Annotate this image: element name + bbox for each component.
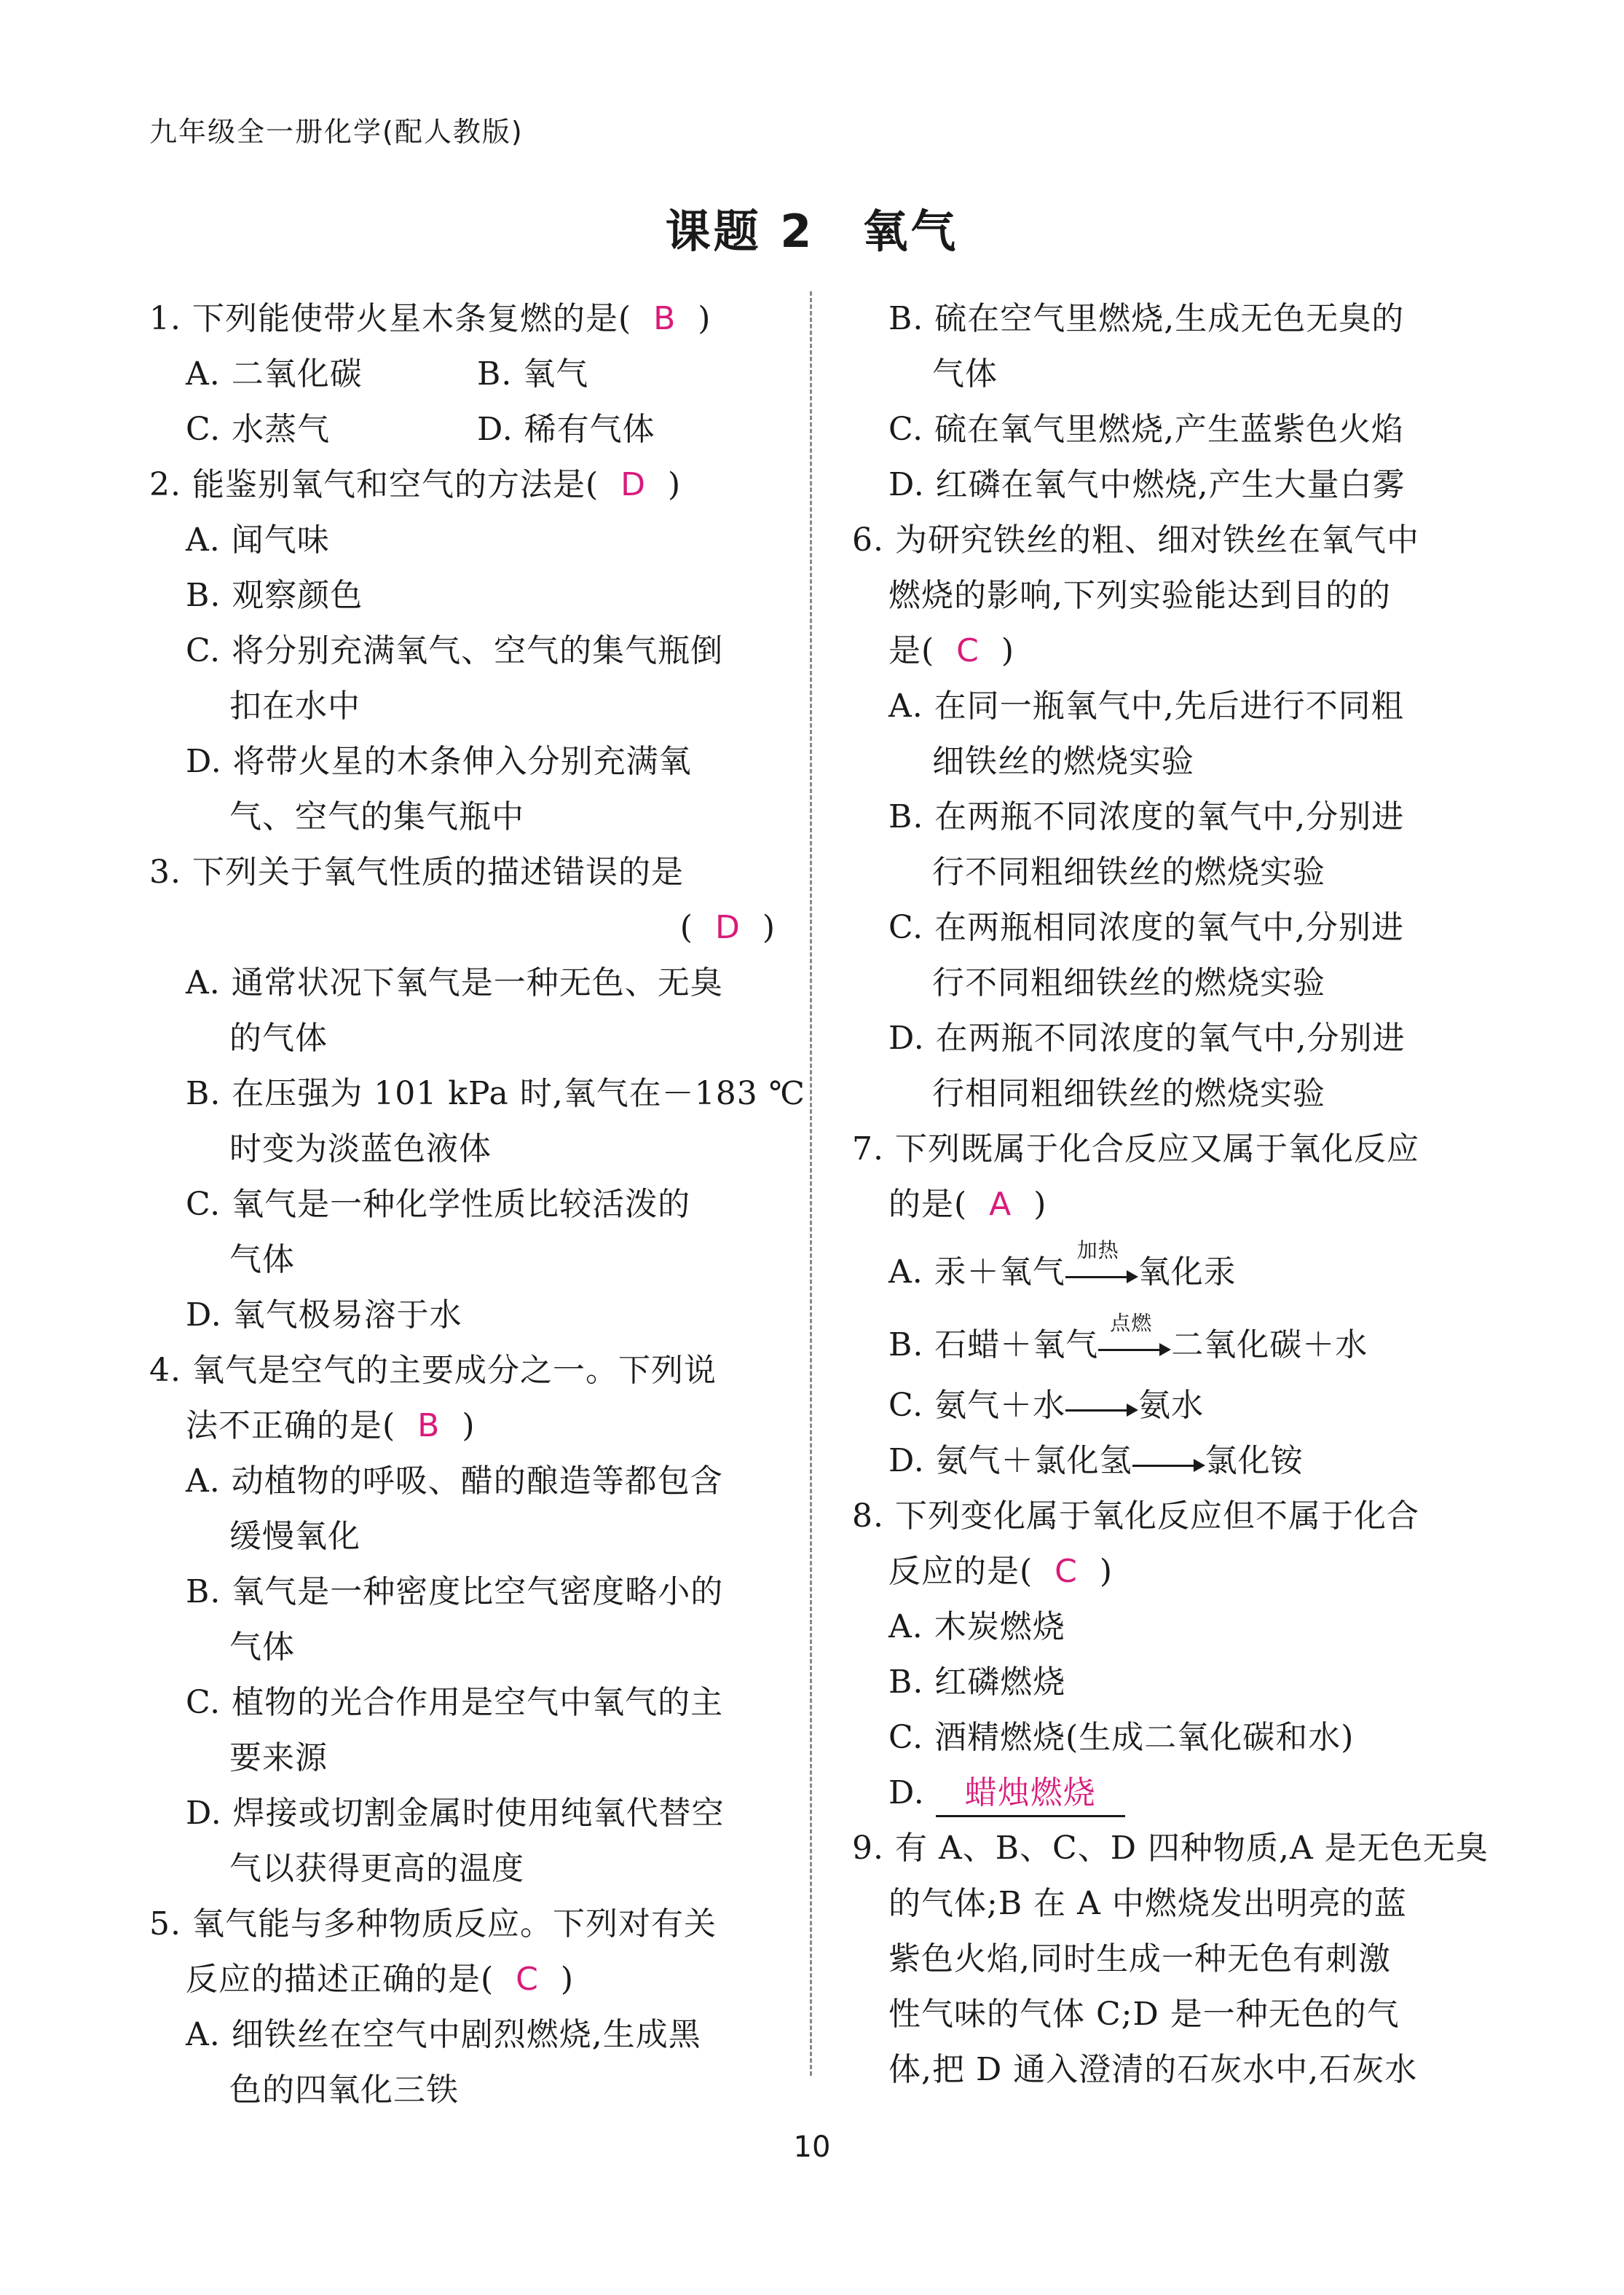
question-4-answer: B xyxy=(417,1407,441,1444)
option-d: D. 焊接或切割金属时使用纯氧代替空 xyxy=(186,1795,725,1832)
lesson-title: 课题 2 氧气 xyxy=(665,205,959,258)
option-c: C. 水蒸气 xyxy=(186,411,331,448)
option-a: A. 通常状况下氧气是一种无色、无臭 xyxy=(186,964,723,1001)
question-6-stem-end: 是( C ) xyxy=(888,632,1015,669)
option-a-cont: 色的四氧化三铁 xyxy=(229,2071,459,2109)
question-6-answer: C xyxy=(956,632,979,669)
option-b-cont: 气体 xyxy=(932,355,998,393)
option-b-cont: 气体 xyxy=(229,1629,295,1666)
option-a: A. 动植物的呼吸、醋的酿造等都包含 xyxy=(186,1463,723,1500)
option-d-cont: 行相同粗细铁丝的燃烧实验 xyxy=(932,1075,1325,1112)
option-b: B. 红磷燃烧 xyxy=(888,1664,1066,1701)
option-a: A. 细铁丝在空气中剧烈燃烧,生成黑 xyxy=(186,2016,701,2053)
reaction-arrow-icon: 加热 xyxy=(1065,1260,1138,1289)
option-b: B. 硫在空气里燃烧,生成无色无臭的 xyxy=(888,300,1405,337)
question-7-stem-cont: 的是( A ) xyxy=(888,1186,1047,1223)
option-d: D. 氧气极易溶于水 xyxy=(186,1296,462,1334)
reaction-arrow-icon xyxy=(1132,1449,1205,1478)
question-7-answer: A xyxy=(989,1186,1012,1223)
question-8-stem: 8. 下列变化属于氧化反应但不属于化合 xyxy=(852,1497,1419,1535)
option-d-cont: 气、空气的集气瓶中 xyxy=(229,798,524,835)
question-9-line-2: 的气体;B 在 A 中燃烧发出明亮的蓝 xyxy=(888,1885,1407,1922)
option-a-cont: 缓慢氧化 xyxy=(229,1518,360,1555)
book-header: 九年级全一册化学(配人教版) xyxy=(149,116,524,148)
option-b-reaction: B. 石蜡＋氧气 点燃 二氧化碳＋水 xyxy=(888,1310,1368,1363)
question-6-stem: 6. 为研究铁丝的粗、细对铁丝在氧气中 xyxy=(852,521,1419,559)
option-a-cont: 的气体 xyxy=(229,1020,328,1057)
question-1-stem: 1. 下列能使带火星木条复燃的是( B ) xyxy=(149,300,712,337)
question-9-line-5: 体,把 D 通入澄清的石灰水中,石灰水 xyxy=(888,2051,1418,2088)
option-d: D. 将带火星的木条伸入分别充满氧 xyxy=(186,743,692,780)
option-c: C. 在两瓶相同浓度的氧气中,分别进 xyxy=(888,909,1405,946)
question-4-stem: 4. 氧气是空气的主要成分之一。下列说 xyxy=(149,1352,717,1389)
question-9-line-1: 9. 有 A、B、C、D 四种物质,A 是无色无臭 xyxy=(852,1830,1489,1867)
option-c: C. 将分别充满氧气、空气的集气瓶倒 xyxy=(186,632,724,669)
option-c-cont: 要来源 xyxy=(229,1739,328,1776)
option-c: C. 酒精燃烧(生成二氧化碳和水) xyxy=(888,1719,1355,1756)
option-c-cont: 扣在水中 xyxy=(229,688,360,725)
left-column xyxy=(149,291,805,2118)
option-a-cont: 细铁丝的燃烧实验 xyxy=(932,743,1194,780)
option-b-cont: 时变为淡蓝色液体 xyxy=(229,1130,492,1168)
question-1-options-cd xyxy=(149,402,783,457)
column-divider xyxy=(810,291,812,2076)
option-c: C. 硫在氧气里燃烧,产生蓝紫色火焰 xyxy=(888,411,1405,448)
question-1-answer: B xyxy=(653,300,677,337)
option-c-cont: 行不同粗细铁丝的燃烧实验 xyxy=(932,964,1325,1001)
option-b-cont: 行不同粗细铁丝的燃烧实验 xyxy=(932,854,1325,891)
option-d: D. 稀有气体 xyxy=(477,411,655,448)
question-3-answer: D xyxy=(714,909,741,946)
question-5-stem: 5. 氧气能与多种物质反应。下列对有关 xyxy=(149,1905,717,1942)
question-2-answer: D xyxy=(620,466,647,503)
question-3-stem: 3. 下列关于氧气性质的描述错误的是 xyxy=(149,854,684,891)
option-d: D. 蜡烛燃烧 xyxy=(852,1765,1486,1821)
option-b: B. 氧气 xyxy=(477,355,589,393)
option-b: B. 观察颜色 xyxy=(186,577,363,614)
option-d-cont: 气以获得更高的温度 xyxy=(229,1850,524,1887)
question-9-line-4: 性气味的气体 C;D 是一种无色的气 xyxy=(888,1996,1400,2033)
option-d: D. 在两瓶不同浓度的氧气中,分别进 xyxy=(888,1020,1406,1057)
reaction-arrow-icon: 点燃 xyxy=(1098,1333,1171,1362)
option-c: C. 氧气是一种化学性质比较活泼的 xyxy=(186,1186,691,1223)
question-5-answer: C xyxy=(516,1961,539,1998)
question-2-stem: 2. 能鉴别氧气和空气的方法是( D ) xyxy=(149,466,682,503)
option-c-reaction: C. 氨气＋水 氨水 xyxy=(888,1387,1205,1424)
question-6-stem-cont: 燃烧的影响,下列实验能达到目的的 xyxy=(888,577,1391,614)
option-a: A. 二氧化碳 xyxy=(186,355,363,393)
option-b: B. 氧气是一种密度比空气密度略小的 xyxy=(186,1573,724,1610)
option-a: A. 闻气味 xyxy=(186,521,330,559)
question-3-answer-line: ( D ) xyxy=(679,909,776,946)
option-b: B. 在两瓶不同浓度的氧气中,分别进 xyxy=(888,798,1405,835)
question-1-options-ab xyxy=(149,347,783,402)
page-number: 10 xyxy=(793,2130,831,2164)
question-8-stem-cont: 反应的是( C ) xyxy=(888,1553,1113,1590)
option-a: A. 在同一瓶氧气中,先后进行不同粗 xyxy=(888,688,1404,725)
option-d-reaction: D. 氨气＋氯化氢 氯化铵 xyxy=(888,1442,1304,1479)
question-4-stem-cont: 法不正确的是( B ) xyxy=(186,1407,476,1444)
option-d: D. 红磷在氧气中燃烧,产生大量白雾 xyxy=(888,466,1406,503)
question-9-line-3: 紫色火焰,同时生成一种无色有刺激 xyxy=(888,1940,1391,1977)
question-8-fill-answer: 蜡烛燃烧 xyxy=(936,1771,1125,1817)
option-c-cont: 气体 xyxy=(229,1241,295,1278)
question-7-stem: 7. 下列既属于化合反应又属于氧化反应 xyxy=(852,1130,1419,1168)
right-column xyxy=(852,291,1489,2098)
option-a: A. 木炭燃烧 xyxy=(888,1608,1065,1645)
question-5-stem-cont: 反应的描述正确的是( C ) xyxy=(186,1961,575,1998)
reaction-arrow-icon xyxy=(1065,1393,1138,1422)
option-b: B. 在压强为 101 kPa 时,氧气在－183 ℃ xyxy=(186,1075,805,1112)
option-c: C. 植物的光合作用是空气中氧气的主 xyxy=(186,1684,724,1721)
option-a-reaction: A. 汞＋氧气 加热 氧化汞 xyxy=(888,1237,1237,1291)
question-8-answer: C xyxy=(1055,1553,1078,1590)
